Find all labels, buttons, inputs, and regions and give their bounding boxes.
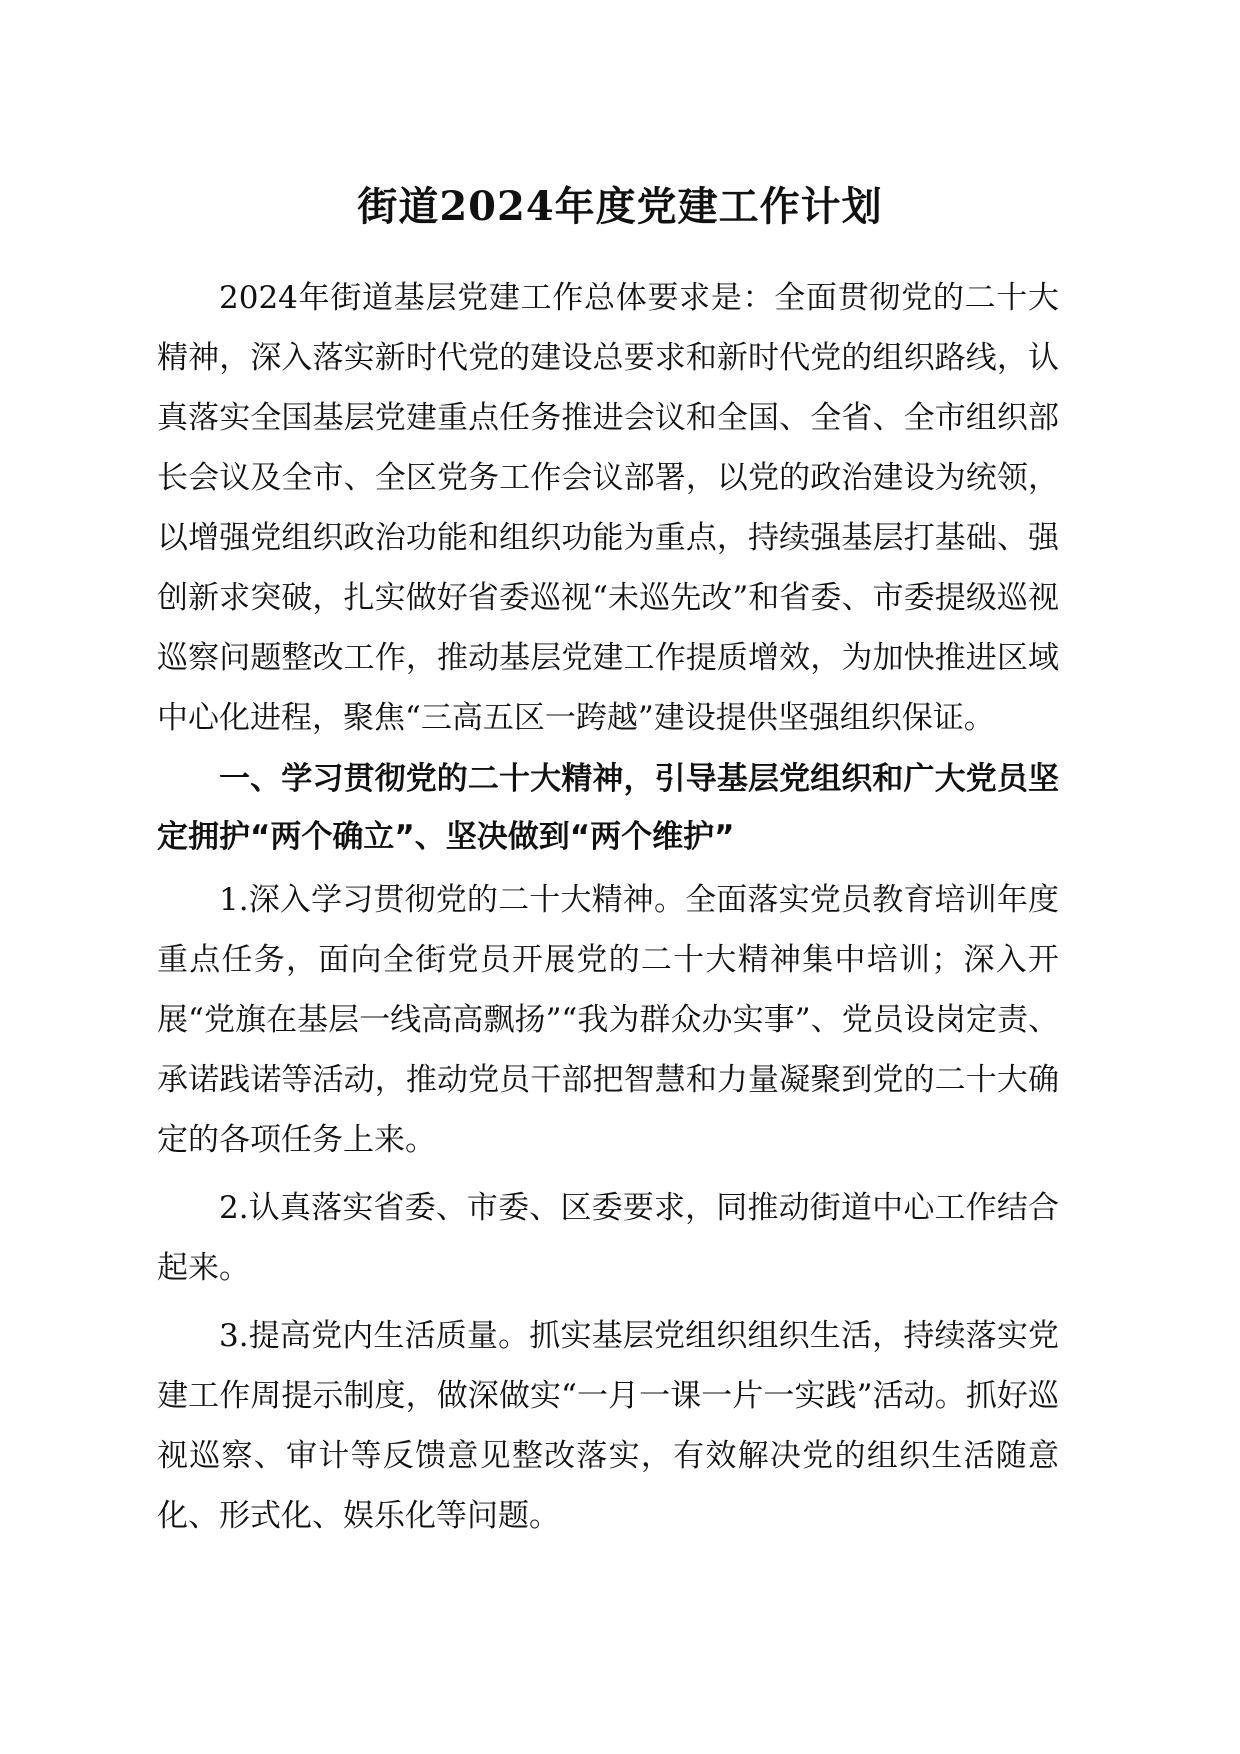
intro-paragraph: 2024年街道基层党建工作总体要求是：全面贯彻党的二十大精神，深入落实新时代党的建设总要求和新时代党的组织路线，认真落实全国基层党建重点任务推进会议和全国、全省、全市组织部长会议及全市、全区党务工作会议部署，以党的政治建设为统领，以增强党组织政治功能和组织功能为重点，持续强基层打基础、强创新求突破，扎实做好省委巡视“未巡先改”和省委、市委提级巡视巡察问题整改工作，推动基层党建工作提质增效，为加快推进区域中心化进程，聚焦“三高五区一跨越”建设提供坚强组织保证。 xyxy=(157,280,1059,736)
item-paragraph: 3.提高党内生活质量。抓实基层党组织组织生活，持续落实党建工作周提示制度，做深做实“一月一课一片一实践”活动。抓好巡视巡察、审计等反馈意见整改落实，有效解决党的组织生活随意化、形式化、娱乐化等问题。 xyxy=(157,1318,1059,1534)
item-paragraph: 2.认真落实省委、市委、区委要求，同推动街道中心工作结合起来。 xyxy=(157,1190,1059,1286)
document-body xyxy=(157,268,1059,1546)
document-title: 街道2024年度党建工作计划 xyxy=(357,183,883,230)
section-heading: 一、学习贯彻党的二十大精神，引导基层党组织和广大党员坚定拥护“两个确立”、坚决做到“两个维护” xyxy=(157,761,1059,855)
item-paragraph: 1.深入学习贯彻党的二十大精神。全面落实党员教育培训年度重点任务，面向全街党员开展党的二十大精神集中培训；深入开展“党旗在基层一线高高飘扬”“我为群众办实事”、党员设岗定责、承诺践诺等活动，推动党员干部把智慧和力量凝聚到党的二十大确定的各项任务上来。 xyxy=(157,882,1059,1158)
